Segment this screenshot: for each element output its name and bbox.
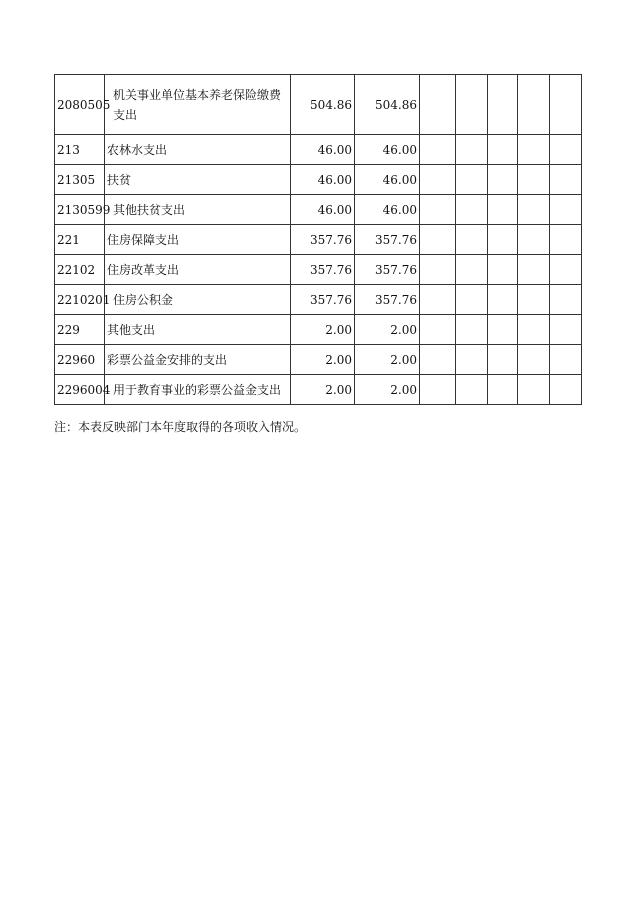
table-row xyxy=(55,195,582,225)
table-note: 注：本表反映部门本年度取得的各项收入情况。 xyxy=(54,420,307,434)
empty-cell xyxy=(456,255,488,285)
subject-name-cell: 住房公积金 xyxy=(105,285,291,315)
empty-cell xyxy=(456,195,488,225)
table-row xyxy=(55,75,582,135)
subject-code-cell: 229 xyxy=(55,315,105,345)
empty-cell xyxy=(420,135,456,165)
subject-name-cell: 住房改革支出 xyxy=(105,255,291,285)
subject-code-cell: 2296004 xyxy=(55,375,105,405)
empty-cell xyxy=(488,165,518,195)
empty-cell xyxy=(420,225,456,255)
budget-table xyxy=(54,74,582,405)
subject-name-cell: 住房保障支出 xyxy=(105,225,291,255)
total-amount-cell: 46.00 xyxy=(291,165,355,195)
table-row xyxy=(55,315,582,345)
appropriation-amount-cell: 2.00 xyxy=(355,345,420,375)
total-amount-cell: 46.00 xyxy=(291,195,355,225)
subject-name-cell: 机关事业单位基本养老保险缴费支出 xyxy=(105,75,291,135)
total-amount-cell: 46.00 xyxy=(291,135,355,165)
empty-cell xyxy=(488,195,518,225)
empty-cell xyxy=(456,345,488,375)
empty-cell xyxy=(420,375,456,405)
total-amount-cell: 2.00 xyxy=(291,345,355,375)
table-row xyxy=(55,135,582,165)
empty-cell xyxy=(488,255,518,285)
table-row xyxy=(55,285,582,315)
empty-cell xyxy=(488,315,518,345)
empty-cell xyxy=(550,225,582,255)
empty-cell xyxy=(456,315,488,345)
empty-cell xyxy=(420,285,456,315)
subject-name-cell: 农林水支出 xyxy=(105,135,291,165)
empty-cell xyxy=(550,285,582,315)
table-row xyxy=(55,345,582,375)
empty-cell xyxy=(518,255,550,285)
empty-cell xyxy=(456,135,488,165)
empty-cell xyxy=(518,135,550,165)
empty-cell xyxy=(456,375,488,405)
empty-cell xyxy=(456,165,488,195)
appropriation-amount-cell: 2.00 xyxy=(355,375,420,405)
subject-code-cell: 213 xyxy=(55,135,105,165)
appropriation-amount-cell: 357.76 xyxy=(355,225,420,255)
table-row xyxy=(55,255,582,285)
appropriation-amount-cell: 46.00 xyxy=(355,165,420,195)
appropriation-amount-cell: 46.00 xyxy=(355,195,420,225)
subject-code-cell: 22102 xyxy=(55,255,105,285)
empty-cell xyxy=(550,195,582,225)
empty-cell xyxy=(518,165,550,195)
appropriation-amount-cell: 357.76 xyxy=(355,255,420,285)
empty-cell xyxy=(550,345,582,375)
empty-cell xyxy=(488,75,518,135)
empty-cell xyxy=(550,375,582,405)
empty-cell xyxy=(518,195,550,225)
empty-cell xyxy=(550,255,582,285)
subject-code-cell: 21305 xyxy=(55,165,105,195)
empty-cell xyxy=(456,225,488,255)
empty-cell xyxy=(488,345,518,375)
empty-cell xyxy=(518,75,550,135)
empty-cell xyxy=(488,225,518,255)
empty-cell xyxy=(488,135,518,165)
subject-code-cell: 22960 xyxy=(55,345,105,375)
empty-cell xyxy=(420,75,456,135)
total-amount-cell: 2.00 xyxy=(291,375,355,405)
appropriation-amount-cell: 357.76 xyxy=(355,285,420,315)
total-amount-cell: 357.76 xyxy=(291,285,355,315)
total-amount-cell: 357.76 xyxy=(291,255,355,285)
empty-cell xyxy=(518,375,550,405)
subject-name-cell: 彩票公益金安排的支出 xyxy=(105,345,291,375)
subject-code-cell: 2130599 xyxy=(55,195,105,225)
empty-cell xyxy=(550,165,582,195)
total-amount-cell: 504.86 xyxy=(291,75,355,135)
empty-cell xyxy=(488,285,518,315)
subject-code-cell: 2210201 xyxy=(55,285,105,315)
empty-cell xyxy=(420,165,456,195)
total-amount-cell: 357.76 xyxy=(291,225,355,255)
subject-name-cell: 扶贫 xyxy=(105,165,291,195)
empty-cell xyxy=(518,285,550,315)
empty-cell xyxy=(550,135,582,165)
subject-code-cell: 2080505 xyxy=(55,75,105,135)
table-row xyxy=(55,375,582,405)
subject-name-cell: 其他支出 xyxy=(105,315,291,345)
empty-cell xyxy=(518,225,550,255)
empty-cell xyxy=(550,75,582,135)
subject-name-cell: 其他扶贫支出 xyxy=(105,195,291,225)
empty-cell xyxy=(518,345,550,375)
empty-cell xyxy=(456,75,488,135)
appropriation-amount-cell: 46.00 xyxy=(355,135,420,165)
empty-cell xyxy=(420,315,456,345)
subject-code-cell: 221 xyxy=(55,225,105,255)
empty-cell xyxy=(420,345,456,375)
table-row xyxy=(55,165,582,195)
appropriation-amount-cell: 2.00 xyxy=(355,315,420,345)
appropriation-amount-cell: 504.86 xyxy=(355,75,420,135)
table-row xyxy=(55,225,582,255)
empty-cell xyxy=(550,315,582,345)
empty-cell xyxy=(456,285,488,315)
empty-cell xyxy=(518,315,550,345)
empty-cell xyxy=(420,195,456,225)
table-body xyxy=(55,75,582,405)
empty-cell xyxy=(420,255,456,285)
total-amount-cell: 2.00 xyxy=(291,315,355,345)
subject-name-cell: 用于教育事业的彩票公益金支出 xyxy=(105,375,291,405)
empty-cell xyxy=(488,375,518,405)
